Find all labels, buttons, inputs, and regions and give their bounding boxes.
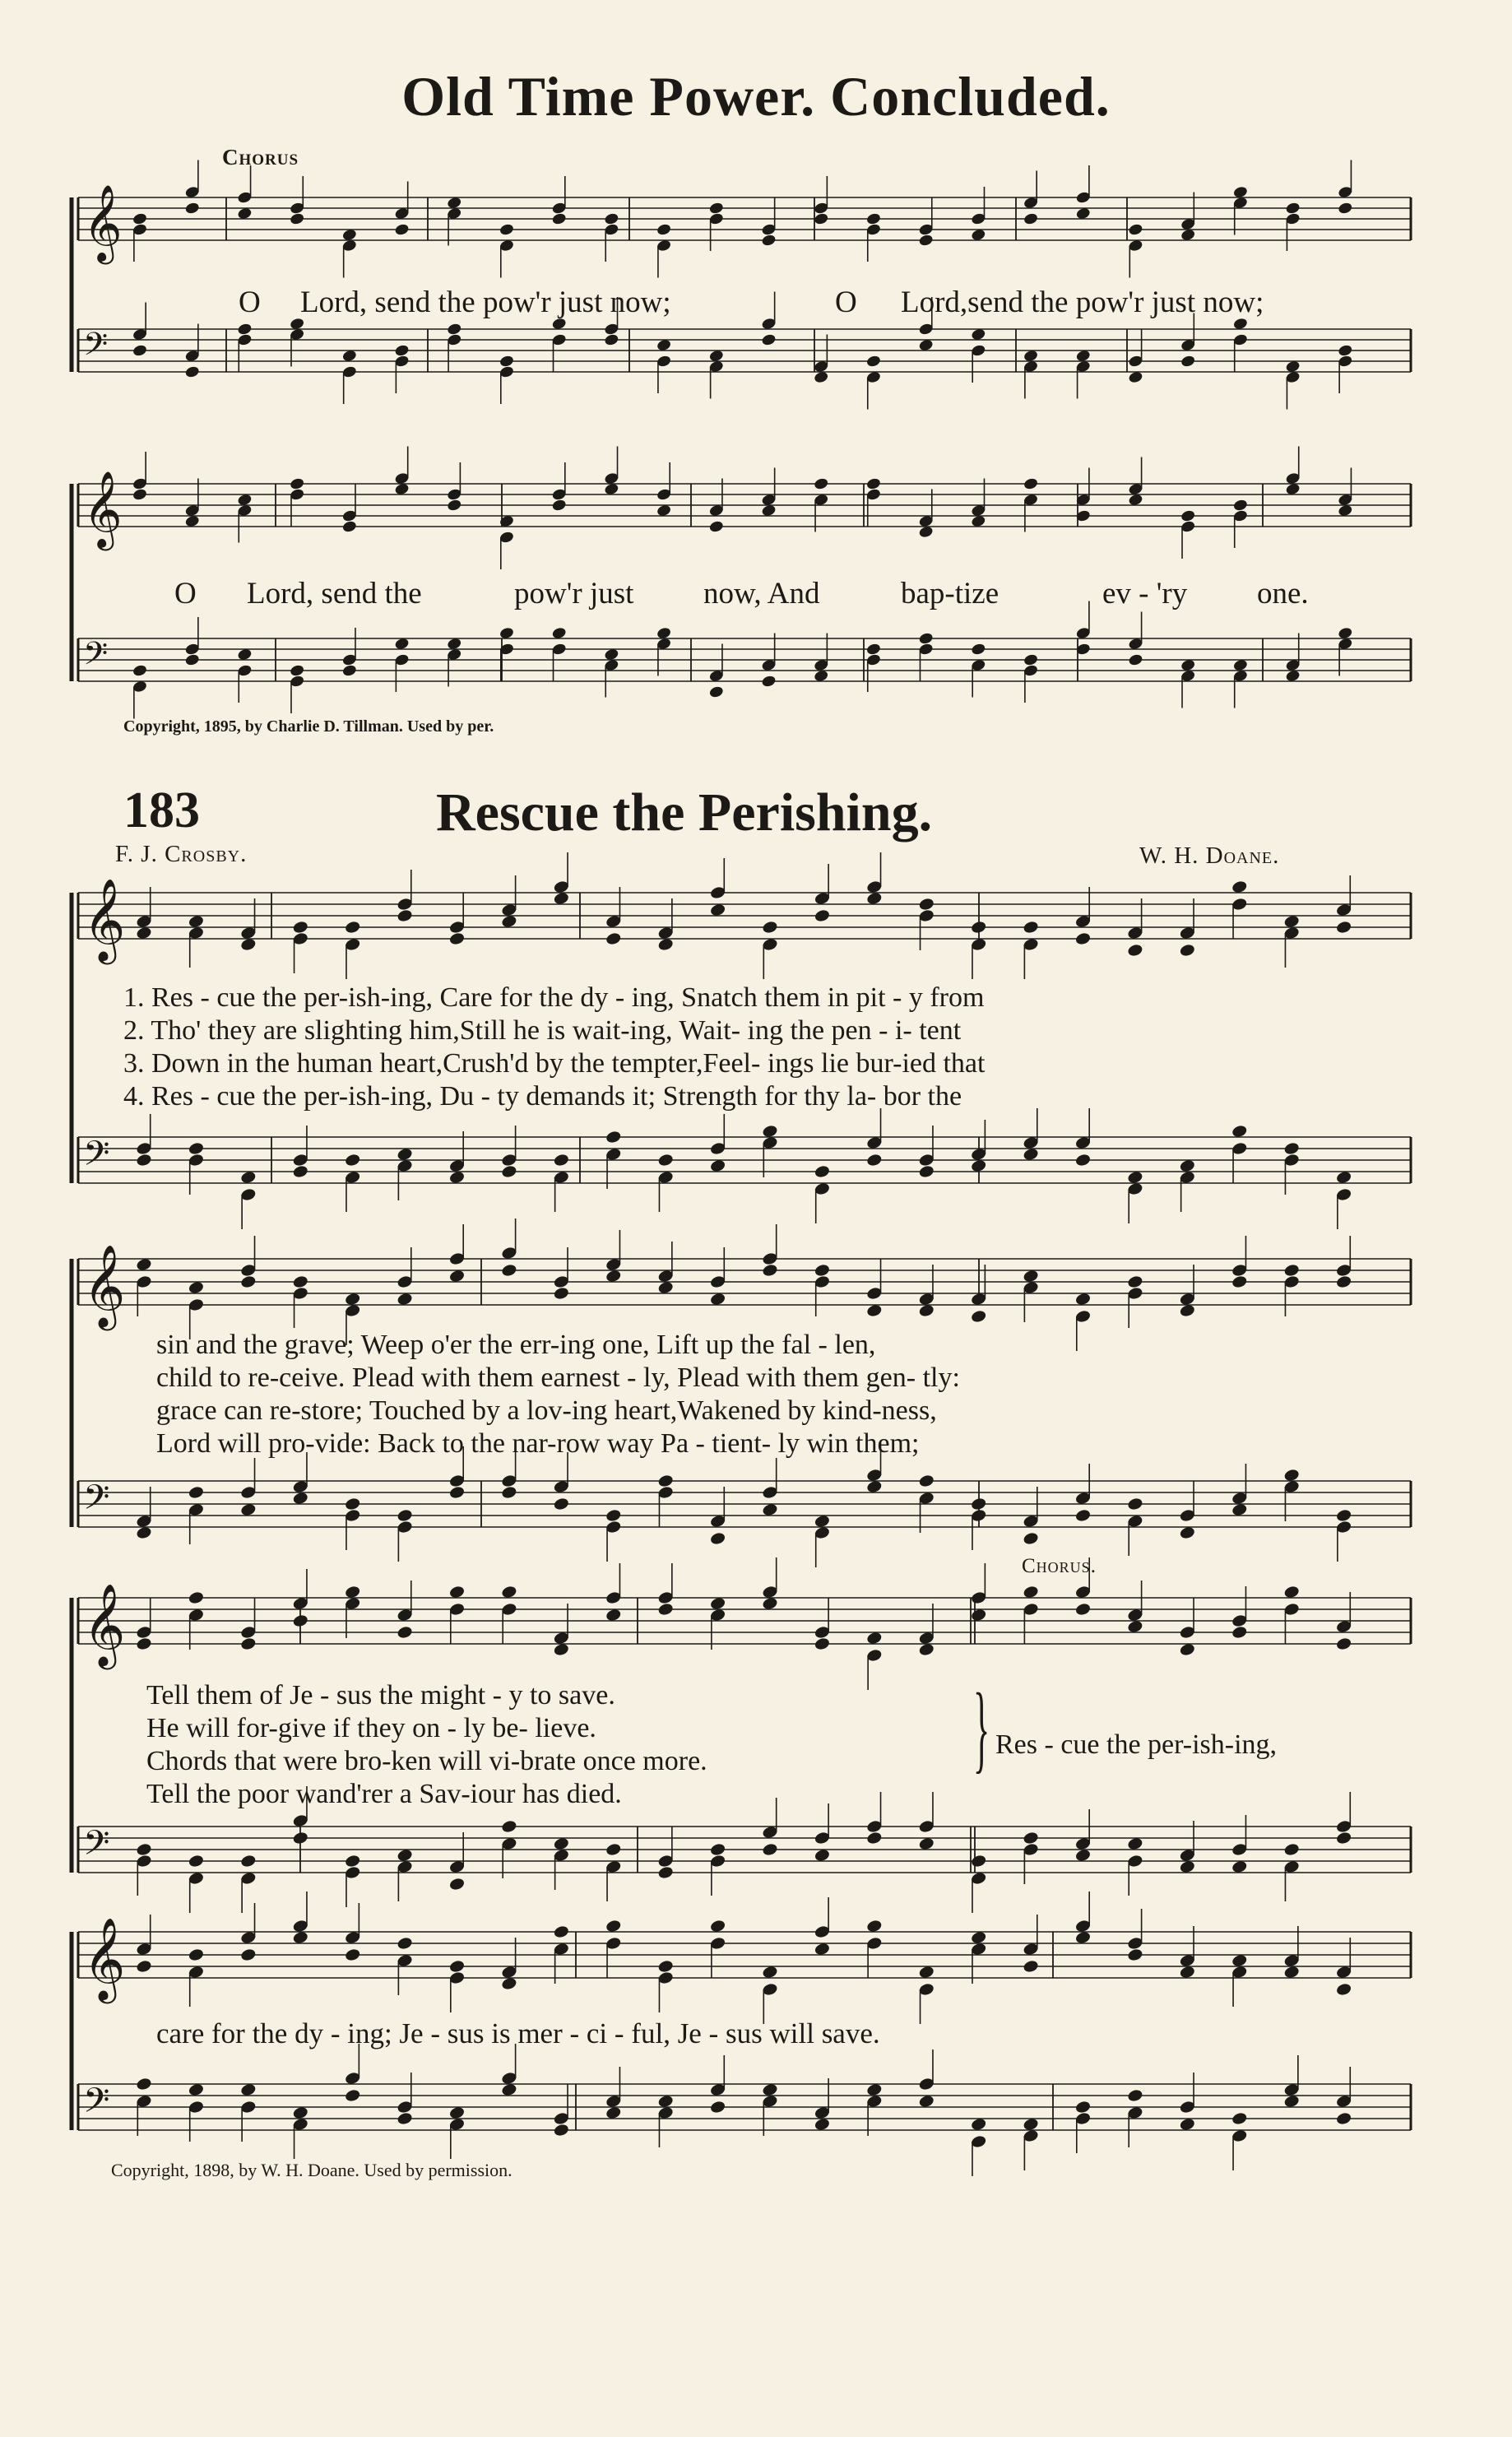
notehead — [1127, 1497, 1144, 1511]
notehead — [341, 664, 357, 678]
notehead — [1074, 2100, 1092, 2114]
notehead — [1023, 477, 1038, 491]
notehead — [344, 2088, 361, 2103]
notehead — [1023, 1831, 1040, 1845]
lyric-phrase: ev - 'ry — [1102, 577, 1188, 610]
notehead — [657, 1602, 675, 1617]
notehead — [188, 1485, 205, 1500]
lyric-word: one. — [1257, 577, 1309, 610]
notehead — [865, 212, 881, 226]
notehead — [970, 920, 987, 935]
notehead — [397, 2111, 414, 2126]
notehead — [605, 1842, 622, 1857]
notehead — [237, 323, 253, 337]
notehead — [604, 212, 619, 226]
notehead — [1074, 1602, 1092, 1617]
notehead — [918, 1474, 935, 1488]
verse-line: Tell them of Je - sus the might - y to save. — [146, 1680, 615, 1711]
composer-credit: W. H. Doane. — [1139, 843, 1280, 869]
notehead — [1338, 202, 1353, 216]
notehead — [397, 1508, 414, 1523]
notehead — [448, 1959, 466, 1974]
lyric-phrase: Lord,send the pow'r just now; — [901, 285, 1264, 319]
hymn-title: Rescue the Perishing. — [436, 782, 933, 843]
notehead — [918, 897, 935, 912]
notehead — [761, 234, 777, 248]
verse-line: 1. Res - cue the per-ish-ing, Care for the dy - ing, Snatch them in pit - y from — [123, 982, 985, 1013]
notehead — [657, 1153, 675, 1167]
bass-clef-icon: 𝄢 — [83, 1133, 110, 1181]
notehead — [136, 1153, 153, 1167]
chorus-lyric: care for the dy - ing; Je - sus is mer - ci - ful, Je - sus will save. — [156, 2017, 880, 2049]
notehead — [709, 2100, 726, 2114]
bass-clef-icon: 𝄢 — [83, 2080, 110, 2128]
notehead — [290, 477, 305, 491]
treble-clef-icon: 𝄞 — [83, 1583, 126, 1666]
notehead — [292, 1831, 309, 1845]
notehead — [1335, 2111, 1352, 2126]
notehead — [708, 685, 724, 699]
verse-line: He will for-give if they on - ly be- lieve. — [146, 1713, 596, 1743]
treble-clef-icon: 𝄞 — [83, 1917, 126, 2000]
notehead — [1023, 1959, 1040, 1974]
notehead — [866, 1153, 884, 1167]
notehead — [814, 477, 829, 491]
notehead — [1285, 202, 1301, 216]
notehead — [501, 1819, 518, 1834]
notehead — [448, 931, 466, 946]
notehead — [708, 520, 724, 534]
notehead — [188, 1947, 205, 1962]
verse-line: Lord will pro-vide: Back to the nar-row way Pa - tient- ly win them; — [156, 1428, 920, 1459]
chorus-label: Chorus — [222, 145, 299, 169]
notehead — [709, 1531, 726, 1546]
first-hymn-title: Old Time Power. Concluded. — [401, 65, 1111, 128]
notehead — [184, 653, 200, 667]
notehead — [762, 1842, 779, 1857]
notehead — [605, 1508, 622, 1523]
notehead — [292, 1274, 309, 1289]
notehead — [1127, 1274, 1144, 1289]
notehead — [344, 1854, 361, 1868]
verse-line: 4. Res - cue the per-ish-ing, Du - ty demands it; Strength for thy la- bor the — [123, 1081, 962, 1112]
notehead — [394, 344, 410, 358]
notehead — [344, 1497, 361, 1511]
notehead — [814, 1164, 831, 1179]
notehead — [551, 212, 567, 226]
notehead — [814, 1636, 831, 1651]
notehead — [132, 344, 147, 358]
notehead — [499, 355, 514, 369]
notehead — [1180, 509, 1196, 523]
notehead — [605, 1130, 622, 1144]
notehead — [188, 1590, 205, 1605]
verse-line: sin and the grave; Weep o'er the err-ing one, Lift up the fal - len, — [156, 1330, 876, 1360]
notehead — [394, 223, 410, 237]
notehead — [918, 234, 934, 248]
notehead — [1335, 1982, 1352, 1997]
lyric-phrase: bap-tize — [901, 577, 999, 610]
notehead — [657, 1865, 675, 1880]
notehead — [553, 1286, 570, 1301]
notehead — [865, 355, 881, 369]
notehead — [918, 632, 934, 646]
notehead — [814, 908, 831, 923]
verse-line: 2. Tho' they are slighting him,Still he is wait-ing, Wait- ing the pen - i- tent — [123, 1015, 962, 1046]
notehead — [1335, 1508, 1352, 1523]
notehead — [132, 212, 147, 226]
notehead — [814, 212, 829, 226]
notehead — [865, 643, 881, 657]
notehead — [1335, 1274, 1352, 1289]
notehead — [136, 1959, 153, 1974]
notehead — [290, 664, 305, 678]
notehead — [971, 643, 986, 657]
notehead — [1335, 920, 1352, 935]
notehead — [501, 1164, 518, 1179]
notehead — [188, 1141, 205, 1156]
notehead — [866, 1831, 884, 1845]
notehead — [397, 908, 414, 923]
notehead — [1074, 931, 1092, 946]
notehead — [136, 1842, 153, 1857]
bass-clef-icon: 𝄢 — [83, 636, 109, 680]
notehead — [761, 675, 777, 689]
notehead — [604, 333, 619, 347]
notehead — [1231, 2111, 1248, 2126]
notehead — [344, 1153, 361, 1167]
notehead — [1231, 1625, 1248, 1640]
notehead — [240, 1854, 257, 1868]
notehead — [1283, 1141, 1301, 1156]
notehead — [501, 1263, 518, 1278]
notehead — [1128, 653, 1143, 667]
notehead — [447, 499, 462, 513]
notehead — [136, 2077, 153, 2091]
notehead — [970, 1854, 987, 1868]
notehead — [292, 1164, 309, 1179]
notehead — [240, 1947, 257, 1962]
notehead — [1335, 1831, 1352, 1845]
treble-clef-icon: 𝄞 — [83, 1244, 126, 1327]
notehead — [605, 931, 622, 946]
notehead — [1127, 1947, 1144, 1962]
notehead — [240, 1636, 257, 1651]
notehead — [447, 323, 462, 337]
chorus-label: Chorus. — [1022, 1555, 1097, 1577]
notehead — [1023, 1531, 1040, 1546]
lyric-phrase: Lord, send the pow'r just now; — [300, 285, 671, 319]
notehead — [397, 1625, 414, 1640]
lyricist-credit: F. J. Crosby. — [115, 841, 248, 867]
notehead — [762, 920, 779, 935]
bass-clef-icon: 𝄢 — [83, 327, 109, 371]
notehead — [188, 1854, 205, 1868]
lyric-phrase: now, And — [703, 577, 820, 610]
bass-clef-icon: 𝄢 — [83, 1822, 110, 1871]
copyright-notice: Copyright, 1898, by W. H. Doane. Used by permission. — [111, 2160, 513, 2180]
notehead — [1074, 1153, 1092, 1167]
notehead — [1179, 943, 1196, 958]
notehead — [657, 1474, 675, 1488]
notehead — [184, 365, 200, 379]
notehead — [397, 1936, 414, 1951]
notehead — [1283, 1263, 1301, 1278]
notehead — [1338, 344, 1353, 358]
notehead — [1023, 212, 1038, 226]
notehead — [1023, 920, 1040, 935]
notehead — [762, 1263, 779, 1278]
notehead — [132, 488, 147, 502]
chorus-lyric: Res - cue the per-ish-ing, — [995, 1729, 1278, 1760]
notehead — [1283, 1842, 1301, 1857]
notehead — [656, 223, 672, 237]
verse-line: 3. Down in the human heart,Crush'd by the tempter,Feel- ings lie bur-ied that — [123, 1048, 986, 1079]
notehead — [970, 1309, 987, 1324]
notehead — [553, 1924, 570, 1939]
notehead — [1074, 1508, 1092, 1523]
notehead — [290, 212, 305, 226]
bass-clef-icon: 𝄢 — [83, 1477, 110, 1525]
notehead — [448, 1485, 466, 1500]
notehead — [970, 1497, 987, 1511]
notehead — [918, 1164, 935, 1179]
notehead — [1335, 1636, 1352, 1651]
notehead — [709, 1842, 726, 1857]
verse-brace: } — [973, 1673, 990, 1782]
hymn-number: 183 — [123, 782, 200, 838]
notehead — [344, 920, 361, 935]
notehead — [657, 1959, 675, 1974]
lyric-phrase: Lord, send the — [247, 577, 422, 610]
notehead — [132, 664, 147, 678]
notehead — [1180, 355, 1196, 369]
verse-line: grace can re-store; Touched by a lov-ing heart,Wakened by kind-ness, — [156, 1395, 937, 1426]
notehead — [553, 2123, 570, 2138]
notehead — [448, 1877, 466, 1892]
notehead — [553, 1153, 570, 1167]
lyric-phrase: pow'r just — [514, 577, 634, 610]
notehead — [551, 499, 567, 513]
notehead — [761, 333, 777, 347]
treble-clef-icon: 𝄞 — [83, 878, 126, 961]
notehead — [865, 477, 881, 491]
notehead — [501, 1485, 518, 1500]
notehead — [292, 1613, 309, 1628]
notehead — [814, 1263, 831, 1278]
verse-line: Tell the poor wand'rer a Sav-iour has died. — [146, 1779, 622, 1809]
verse-line: child to re-ceive. Plead with them earnest - ly, Plead with them gen- tly: — [156, 1362, 960, 1393]
lyric-word: O — [174, 577, 197, 610]
notehead — [184, 202, 200, 216]
notehead — [136, 1636, 153, 1651]
treble-clef-icon: 𝄞 — [83, 471, 123, 548]
notehead — [708, 202, 724, 216]
notehead — [341, 520, 357, 534]
notehead — [1023, 653, 1038, 667]
notehead — [499, 223, 514, 237]
lyric-word: O — [239, 285, 261, 319]
notehead — [240, 1274, 257, 1289]
notehead — [292, 920, 309, 935]
treble-clef-icon: 𝄞 — [83, 184, 123, 262]
notehead — [1127, 943, 1144, 958]
notehead — [1231, 1274, 1248, 1289]
notehead — [1127, 2088, 1144, 2103]
verse-line: Chords that were bro-ken will vi-brate once more. — [146, 1746, 707, 1776]
copyright-notice: Copyright, 1895, by Charlie D. Tillman. Used by per. — [123, 717, 494, 736]
notehead — [1232, 499, 1248, 513]
lyric-word: O — [835, 285, 857, 319]
notehead — [553, 1497, 570, 1511]
notehead — [1128, 223, 1143, 237]
notehead — [344, 1947, 361, 1962]
